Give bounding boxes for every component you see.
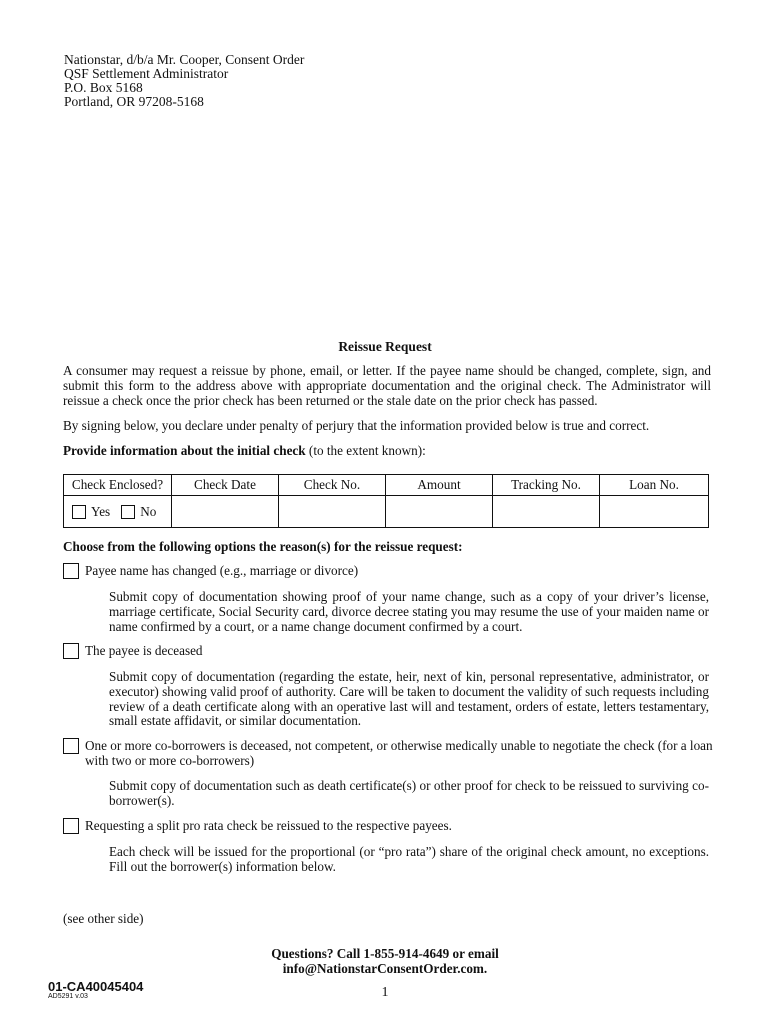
intro-paragraph: A consumer may request a reissue by phone, email, or letter. If the payee name should be changed, complete, sign, and submit this form to the address above with appropriate documentation and the original check. The Administrator will reissue a check once the prior check has been returned or the stale date on the prior check has passed.	[63, 363, 711, 408]
option-co-borrower	[63, 739, 713, 769]
option-label: The payee is deceased	[85, 643, 203, 658]
split-pro-rata-checkbox[interactable]	[63, 818, 79, 834]
option-detail: Submit copy of documentation showing proof of your name change, such as a copy of your driver’s license, marriage certificate, Social Security card, divorce decree stating you may resume the use of your maiden name or name confirmed by a court, or a name change document confirmed by a court.	[109, 589, 709, 634]
initial-check-table	[63, 474, 709, 528]
option-detail: Each check will be issued for the proportional (or “pro rata”) share of the original check amount, no exceptions. Fill out the borrower(s) information below.	[109, 844, 709, 874]
option-label: One or more co-borrowers is deceased, not competent, or otherwise medically unable to negotiate the check (for a loan with two or more co-borrowers)	[85, 738, 713, 768]
form-title: Reissue Request	[338, 339, 432, 354]
initial-check-heading-rest: (to the extent known):	[305, 443, 426, 458]
address-line-1: Nationstar, d/b/a Mr. Cooper, Consent Order	[64, 52, 305, 67]
initial-check-heading-bold: Provide information about the initial check	[63, 443, 306, 458]
col-check-no: Check No.	[279, 475, 386, 496]
table-header-row	[64, 475, 709, 496]
option-name-changed	[63, 564, 713, 579]
form-revision: AD5291 v.03	[48, 993, 88, 1000]
page-number: 1	[381, 985, 389, 1000]
address-line-4: Portland, OR 97208-5168	[64, 94, 204, 109]
questions-contact	[0, 946, 770, 976]
initial-check-heading	[63, 444, 711, 459]
co-borrower-checkbox[interactable]	[63, 738, 79, 754]
declaration-paragraph: By signing below, you declare under penalty of perjury that the information provided below is true and correct.	[63, 418, 650, 433]
col-check-date: Check Date	[172, 475, 279, 496]
check-date-field[interactable]	[172, 496, 279, 528]
no-label: No	[140, 503, 157, 519]
options-heading: Choose from the following options the reason(s) for the reissue request:	[63, 539, 463, 554]
amount-field[interactable]	[386, 496, 493, 528]
address-line-2: QSF Settlement Administrator	[64, 66, 229, 81]
address-line-3: P.O. Box 5168	[64, 80, 143, 95]
check-enclosed-cell	[64, 496, 172, 528]
col-check-enclosed: Check Enclosed?	[64, 475, 172, 496]
form-code: 01-CA40045404	[48, 979, 144, 994]
yes-label: Yes	[91, 503, 111, 519]
option-label: Requesting a split pro rata check be reissued to the respective payees.	[85, 818, 452, 833]
option-split-pro-rata	[63, 819, 713, 834]
no-checkbox[interactable]	[121, 505, 135, 519]
payee-deceased-checkbox[interactable]	[63, 643, 79, 659]
col-tracking-no: Tracking No.	[493, 475, 600, 496]
loan-no-field[interactable]	[600, 496, 709, 528]
table-row	[64, 496, 709, 528]
questions-line-1: Questions? Call 1-855-914-4649 or email	[271, 946, 499, 961]
option-detail: Submit copy of documentation (regarding the estate, heir, next of kin, personal representative, administrator, or executor) showing valid proof of authority. Care will be taken to document the validity of such requests including review of a death certificate along with an operative last will and testament, orders of estate, letters testamentary, small estate affidavit, or similar documentation.	[109, 669, 709, 729]
col-loan-no: Loan No.	[600, 475, 709, 496]
name-changed-checkbox[interactable]	[63, 563, 79, 579]
see-other-side: (see other side)	[63, 911, 144, 926]
check-no-field[interactable]	[279, 496, 386, 528]
tracking-no-field[interactable]	[493, 496, 600, 528]
mailing-address	[64, 53, 304, 109]
col-amount: Amount	[386, 475, 493, 496]
option-label: Payee name has changed (e.g., marriage or divorce)	[85, 563, 359, 578]
option-payee-deceased	[63, 644, 713, 659]
yes-checkbox[interactable]	[72, 505, 86, 519]
questions-line-2: info@NationstarConsentOrder.com.	[282, 961, 488, 976]
option-detail: Submit copy of documentation such as death certificate(s) or other proof for check to be reissued to surviving co-borrower(s).	[109, 778, 709, 808]
